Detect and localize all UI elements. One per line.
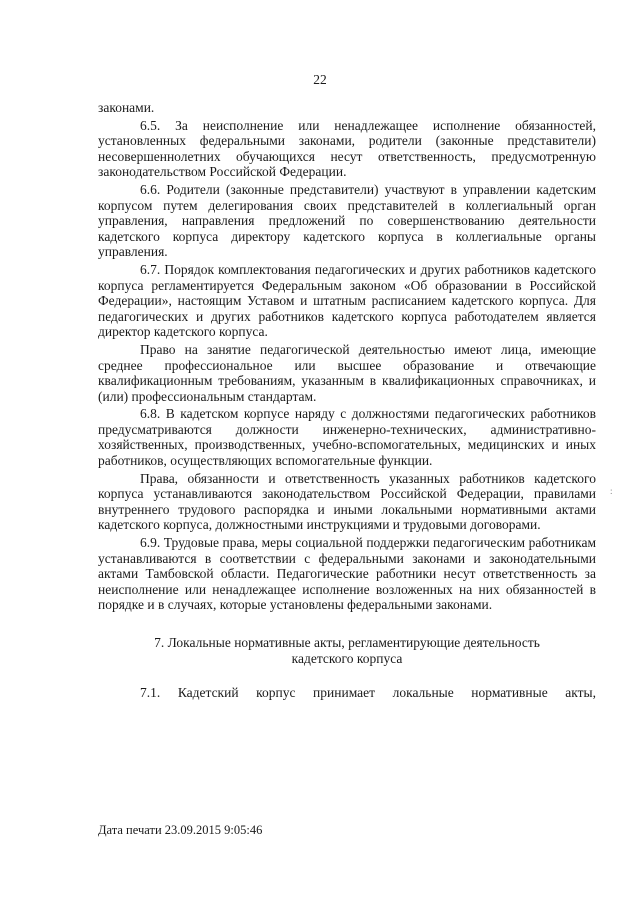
paragraph-6-7: 6.7. Порядок комплектования педагогических и других работников кадетского корпуса регламентируется Федеральным законом «Об образовании в Российской Федерации», настоящим Уставом и штатным расписанием кадетского корпуса. Для педагогических и других работников кадетского корпуса работодателем является директор кадетского корпуса. [98, 261, 596, 340]
paragraph-6-5: 6.5. За неисполнение или ненадлежащее исполнение обязанностей, установленных федеральными законами, родители (законные представители) несовершеннолетних обучающихся несут ответственность, предусмотренную законодательством Российской Федерации. [98, 117, 596, 180]
paragraph-teaching-right: Право на занятие педагогической деятельностью имеют лица, имеющие среднее профессиональное или высшее образование и отвечающие квалификационным требованиям, указанным в квалификационных справочниках, и (или) профессиональным стандартам. [98, 341, 596, 404]
paragraph-continuation: законами. [98, 100, 155, 115]
document-body [98, 100, 596, 703]
paragraph-6-8: 6.8. В кадетском корпусе наряду с должностями педагогических работников предусматриваются должности инженерно-технических, административно-хозяйственных, производственных, учебно-вспомогательных, медицинских и иных работников, осуществляющих вспомогательные функции. [98, 406, 596, 469]
print-date-footer: Дата печати 23.09.2015 9:05:46 [98, 823, 263, 837]
paragraph-7-1: 7.1. Кадетский корпус принимает локальные нормативные акты, [140, 685, 596, 700]
paragraph-6-6: 6.6. Родители (законные представители) участвуют в управлении кадетским корпусом путем делегирования своих представителей в коллегиальный орган управления, направления предложений по совершенствованию деятельности кадетского корпуса директору кадетского корпуса в коллегиальные органы управления. [98, 181, 596, 260]
section-heading-7 [98, 635, 596, 667]
section-heading-line-2: кадетского корпуса [291, 651, 403, 666]
scan-speck: : [610, 486, 613, 496]
section-heading-line-1: 7. Локальные нормативные акты, регламентирующие деятельность [154, 635, 540, 650]
paragraph-6-9: 6.9. Трудовые права, меры социальной поддержки педагогическим работникам устанавливаются в соответствии с федеральными законами и законодательными актами Тамбовской области. Педагогические работники несут ответственность за неисполнение или ненадлежащее исполнение возложенных на них обязанностей в порядке и в случаях, которые установлены федеральными законами. [98, 535, 596, 613]
paragraph-staff-rights: Права, обязанности и ответственность указанных работников кадетского корпуса устанавливаются законодательством Российской Федерации, правилами внутреннего трудового распорядка и иными локальными нормативными актами кадетского корпуса, должностными инструкциями и трудовыми договорами. [98, 470, 596, 533]
page-number: 22 [313, 72, 327, 87]
